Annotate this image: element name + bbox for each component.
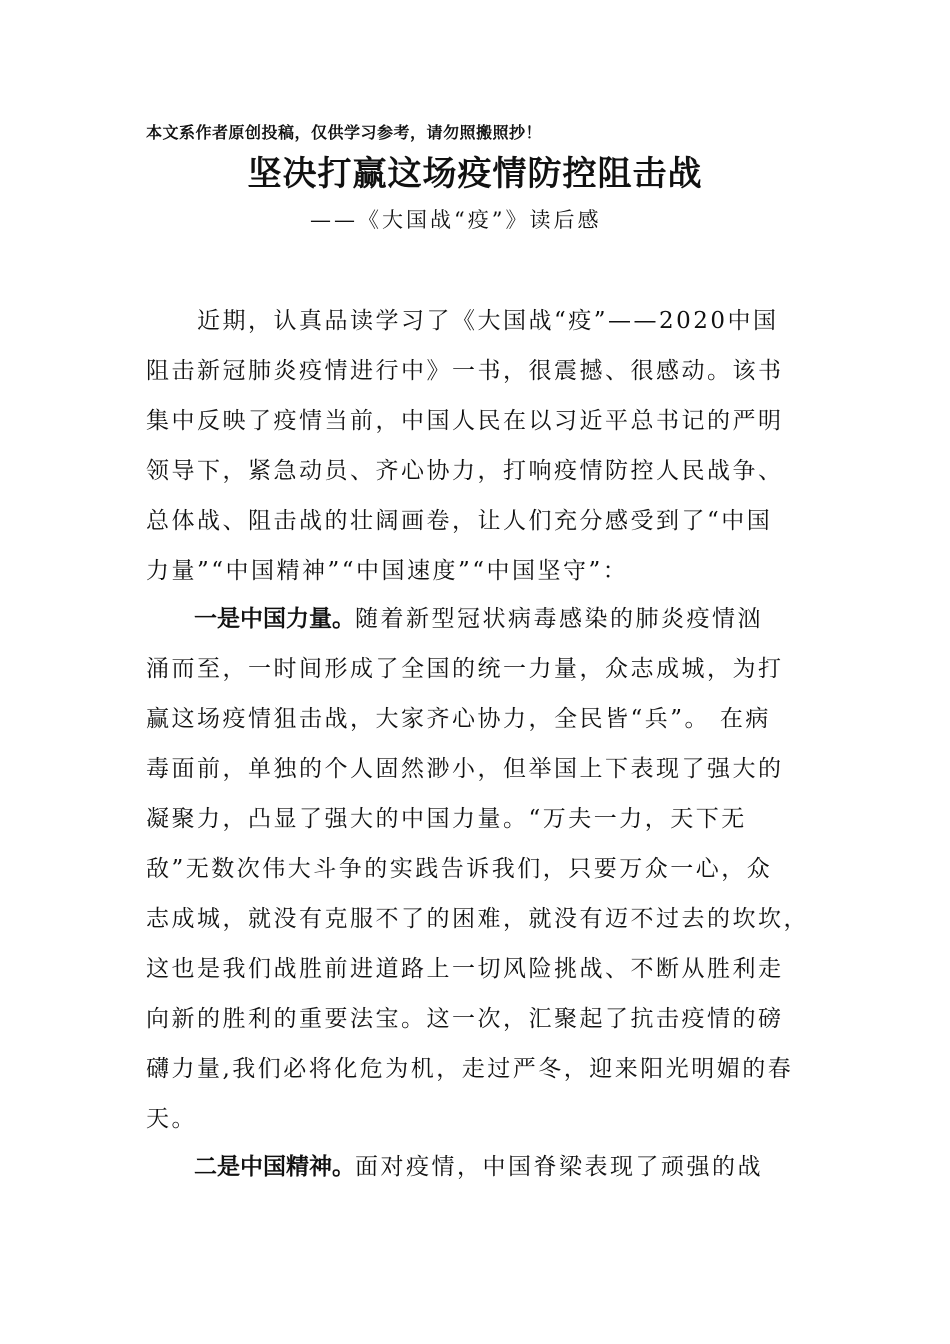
paragraph-1-line-5: 总体战、阻击战的壮阔画卷，让人们充分感受到了“中国 [146, 508, 773, 534]
paragraph-2-line-8: 这也是我们战胜前进道路上一切风险挑战、不断从胜利走 [146, 956, 784, 982]
paragraph-2-line-4: 毒面前，单独的个人固然渺小，但举国上下表现了强大的 [146, 756, 784, 782]
document-subtitle: ——《大国战“疫”》读后感 [310, 208, 602, 232]
copyright-notice: 本文系作者原创投稿，仅供学习参考，请勿照搬照抄！ [146, 123, 543, 142]
document-title: 坚决打赢这场疫情防控阻击战 [247, 154, 703, 194]
paragraph-3-line-1-text: 面对疫情，中国脊梁表现了顽强的战 [355, 1154, 763, 1180]
paragraph-2-line-2: 涌而至，一时间形成了全国的统一力量，众志成城，为打 [146, 656, 784, 682]
paragraph-2-line-3: 赢这场疫情狙击战，大家齐心协力，全民皆“兵”。 在病 [146, 706, 771, 732]
paragraph-2-line-7: 志成城，就没有克服不了的困难，就没有迈不过去的坎坎， [146, 906, 809, 932]
paragraph-2-line-6: 敌”无数次伟大斗争的实践告诉我们，只要万众一心，众 [146, 856, 773, 882]
paragraph-2-line-11: 天。 [146, 1106, 197, 1132]
paragraph-2-line-1-text: 随着新型冠状病毒感染的肺炎疫情汹 [355, 606, 763, 632]
paragraph-2-line-10: 礴力量,我们必将化危为机，走过严冬，迎来阳光明媚的春 [146, 1056, 794, 1082]
paragraph-1-line-6: 力量”“中国精神”“中国速度”“中国坚守”： [146, 558, 629, 584]
paragraph-1-line-1: 近期，认真品读学习了《大国战“疫”——2020中国 [146, 308, 779, 334]
paragraph-2-lead: 一是中国力量。 [194, 606, 355, 632]
paragraph-2-line-5: 凝聚力，凸显了强大的中国力量。“万夫一力，天下无 [146, 806, 747, 832]
paragraph-2-line-1 [194, 604, 763, 634]
paragraph-3-line-1 [194, 1152, 763, 1182]
paragraph-1-line-2: 阻击新冠肺炎疫情进行中》一书，很震撼、很感动。该书 [146, 358, 784, 384]
paragraph-1-line-4: 领导下，紧急动员、齐心协力，打响疫情防控人民战争、 [146, 458, 784, 484]
paragraph-3-lead: 二是中国精神。 [194, 1154, 355, 1180]
paragraph-2-line-9: 向新的胜利的重要法宝。这一次，汇聚起了抗击疫情的磅 [146, 1006, 784, 1032]
paragraph-1-line-3: 集中反映了疫情当前，中国人民在以习近平总书记的严明 [146, 408, 784, 434]
